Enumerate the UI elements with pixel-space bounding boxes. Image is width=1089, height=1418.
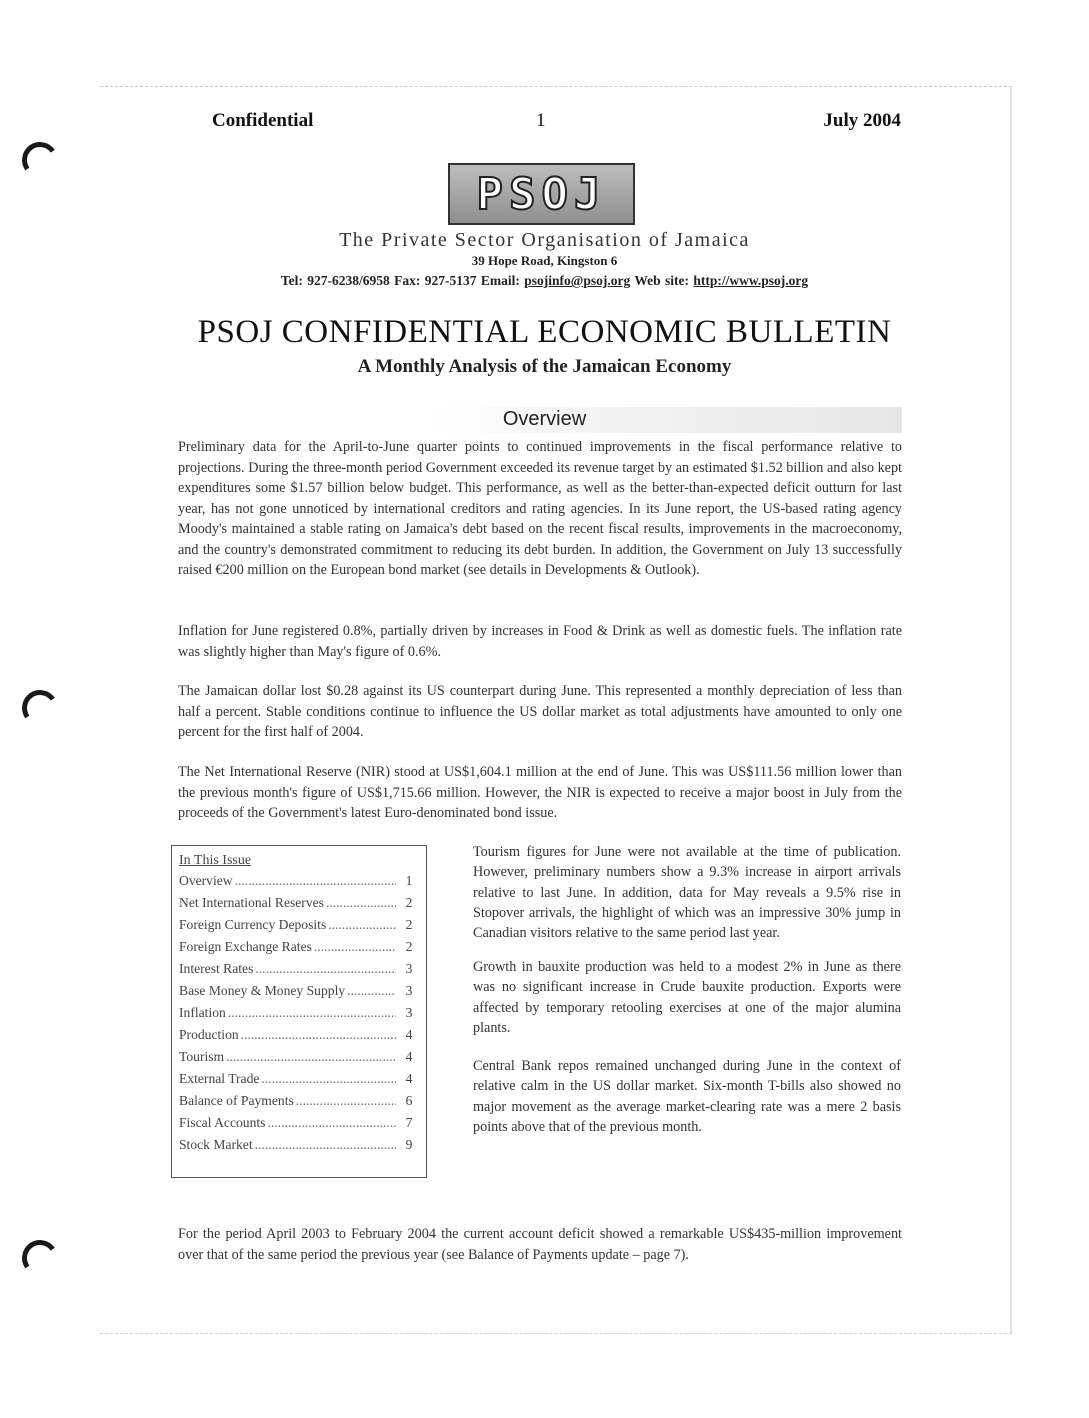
toc-leader: [235, 873, 396, 889]
toc-label: Foreign Exchange Rates: [179, 939, 312, 954]
toc-label: Balance of Payments: [179, 1093, 294, 1108]
in-this-issue-box: [171, 845, 427, 1178]
toc-page: 4: [405, 1027, 413, 1042]
toc-leader: [261, 1071, 396, 1087]
toc-leader: [267, 1115, 396, 1131]
toc-row[interactable]: [179, 1049, 420, 1071]
toc-row[interactable]: [179, 1093, 420, 1115]
toc-page: 9: [405, 1137, 413, 1152]
toc-row[interactable]: [179, 961, 420, 983]
toc-label: Production: [179, 1027, 239, 1042]
website-link[interactable]: http://www.psoj.org: [693, 273, 809, 288]
interest-rates-paragraph: Central Bank repos remained unchanged during June in the context of relative calm in the US dollar market. Six-month T-bills also showed no major movement as the average market-clearing rate was a mere 2 basis points above that of the previous month.: [473, 1058, 901, 1135]
header-date: July 2004: [823, 110, 901, 131]
toc-label: Base Money & Money Supply: [179, 983, 346, 998]
toc-row[interactable]: [179, 873, 420, 895]
overview-paragraph: Inflation for June registered 0.8%, partially driven by increases in Food & Drink as well as domestic fuels. The inflation rate was slightly higher than May's figure of 0.6%.: [178, 623, 902, 660]
toc-leader: [326, 895, 396, 911]
toc-label: Interest Rates: [179, 961, 254, 976]
org-contact: [0, 273, 1089, 289]
toc-page: 4: [405, 1071, 413, 1086]
toc-row[interactable]: [179, 1005, 420, 1027]
overview-heading: Overview: [502, 408, 587, 430]
toc-page: 4: [405, 1049, 413, 1064]
toc-row[interactable]: [179, 917, 420, 939]
bulletin-title: PSOJ CONFIDENTIAL ECONOMIC BULLETIN: [197, 314, 892, 350]
toc-leader: [228, 1005, 396, 1021]
toc-page: 6: [405, 1093, 413, 1108]
bulletin-subtitle: A Monthly Analysis of the Jamaican Economy: [357, 356, 732, 377]
toc-leader: [296, 1093, 396, 1109]
website-label: Web site:: [630, 273, 694, 288]
toc-label: Tourism: [179, 1049, 225, 1064]
toc-page: 1: [405, 873, 413, 888]
binder-hole-middle: [19, 687, 61, 729]
toc-label: Foreign Currency Deposits: [179, 917, 327, 932]
toc-title: In This Issue: [179, 853, 252, 868]
overview-paragraph: The Jamaican dollar lost $0.28 against its US counterpart during June. This represented a monthly depreciation of less than half a percent. Stable conditions continue to influence the US dollar market as total adjustments have amounted to only one percent for the first half of 2004.: [178, 683, 902, 740]
overview-paragraph: The Net International Reserve (NIR) stood at US$1,604.1 million at the end of June. This was US$111.56 million lower than the previous month's figure of US$1,715.66 million. However, the NIR is expected to receive a major boost in July from the proceeds of the Government's latest Euro-denominated bond issue.: [178, 764, 902, 821]
toc-row[interactable]: [179, 1115, 420, 1137]
toc-leader: [255, 961, 396, 977]
toc-leader: [347, 983, 396, 999]
toc-page: 7: [405, 1115, 413, 1130]
psoj-logo-letters: PSOJ: [476, 168, 607, 220]
toc-label: Fiscal Accounts: [179, 1115, 266, 1130]
toc-label: Net International Reserves: [179, 895, 324, 910]
toc-page: 2: [405, 939, 413, 954]
toc-page: 2: [405, 917, 413, 932]
toc-leader: [328, 917, 396, 933]
org-name: The Private Sector Organisation of Jamaica: [339, 229, 750, 251]
toc-row[interactable]: [179, 939, 420, 961]
toc-page: 3: [405, 983, 413, 998]
toc-label: External Trade: [179, 1071, 260, 1086]
toc-row[interactable]: [179, 1071, 420, 1093]
toc-leader: [226, 1049, 396, 1065]
toc-page: 3: [405, 1005, 413, 1020]
header-page-number: 1: [536, 110, 546, 131]
toc-leader: [255, 1137, 396, 1153]
toc-row[interactable]: [179, 1027, 420, 1049]
org-address: 39 Hope Road, Kingston 6: [471, 253, 618, 268]
toc-row[interactable]: [179, 1137, 420, 1159]
toc-label: Inflation: [179, 1005, 226, 1020]
bauxite-paragraph: Growth in bauxite production was held to a modest 2% in June as there was no significant increase in Crude bauxite production. Exports were affected by temporary retooling exercises at one of the major alumina plants.: [473, 959, 901, 1036]
tourism-paragraph: Tourism figures for June were not available at the time of publication. However, preliminary numbers show a 9.3% increase in airport arrivals relative to last June. In addition, data for May reveals a 9.5% rise in Stopover arrivals, the highlight of which was an impressive 30% jump in Canadian visitors relative to the same period last year.: [473, 844, 901, 942]
binder-hole-bottom: [19, 1237, 61, 1279]
psoj-logo: [448, 163, 635, 225]
toc-page: 3: [405, 961, 413, 976]
binder-hole-top: [19, 139, 61, 181]
email-link[interactable]: psojinfo@psoj.org: [524, 273, 631, 288]
toc-leader: [241, 1027, 396, 1043]
contact-prefix: Tel: 927-6238/6958 Fax: 927-5137 Email:: [280, 273, 525, 288]
toc-label: Overview: [179, 873, 233, 888]
toc-page: 2: [405, 895, 413, 910]
header-confidential: Confidential: [212, 110, 314, 131]
toc-leader: [314, 939, 396, 955]
current-account-paragraph: For the period April 2003 to February 2004 the current account deficit showed a remarkable US$435-million improvement over that of the same period the previous year (see Balance of Payments update – page 7).: [178, 1226, 902, 1263]
overview-paragraph: Preliminary data for the April-to-June quarter points to continued improvements in the fiscal performance relative to projections. During the three-month period Government exceeded its revenue target by an estimated $1.52 billion and also kept expenditures some $1.57 billion below budget. This performance, as well as the better-than-expected deficit outturn for last year, has not gone unnoticed by international creditors and rating agencies. In its June report, the US-based rating agency Moody's maintained a stable rating on Jamaica's debt based on the recent fiscal results, improvements in the macroeconomy, and the country's demonstrated commitment to reducing its debt burden. In addition, the Government on July 13 successfully raised €200 million on the European bond market (see details in Developments & Outlook).: [178, 439, 902, 578]
toc-row[interactable]: [179, 983, 420, 1005]
toc-row[interactable]: [179, 895, 420, 917]
toc-label: Stock Market: [179, 1137, 253, 1152]
